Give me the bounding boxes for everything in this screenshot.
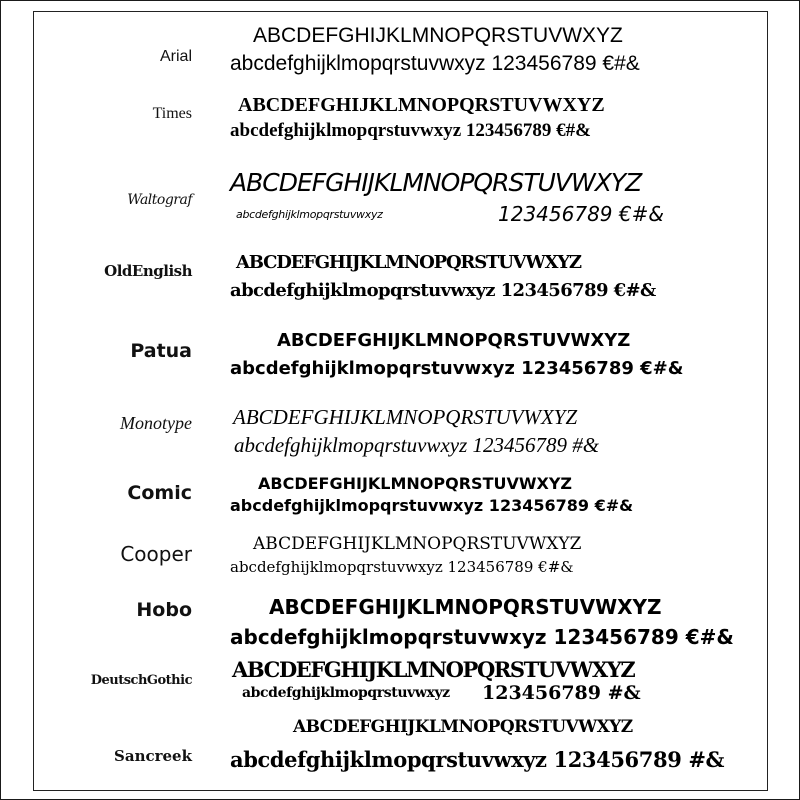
lowercase-sample: abcdefghijklmopqrstuvwxyz [242,685,450,701]
font-name-label: OldEnglish [104,262,192,280]
lowercase-sample: abcdefghijklmopqrstuvwxyz 123456789 €#& [230,625,734,649]
font-name-label: Monotype [120,413,192,433]
uppercase-sample: ABCDEFGHIJKLMNOPQRSTUVWXYZ [293,717,633,737]
font-name-label: Sancreek [114,747,192,765]
uppercase-sample: ABCDEFGHIJKLMNOPQRSTUVWXYZ [258,474,573,493]
uppercase-sample: ABCDEFGHIJKLMNOPQRSTUVWXYZ [277,330,631,351]
font-name-label: Hobo [136,599,192,621]
uppercase-sample: ABCDEFGHIJKLMNOPQRSTUVWXYZ [233,405,578,429]
font-name-label: Arial [159,48,192,65]
uppercase-sample: ABCDEFGHIJKLMNOPQRSTUVWXYZ [253,534,582,554]
font-name-label: DeutschGothic [90,673,192,688]
lowercase-sample: abcdefghijklmopqrstuvwxyz 123456789 €#& [230,52,640,75]
lowercase-sample: abcdefghijklmopqrstuvwxyz 123456789 #& [230,747,725,772]
numerals-symbols-sample: 123456789 #& [482,682,641,704]
lowercase-sample: abcdefghijklmopqrstuvwxyz 123456789 €#& [230,280,656,301]
uppercase-sample: ABCDEFGHIJKLMNOPQRSTUVWXYZ [253,24,623,47]
font-name-label: Cooper [120,542,192,566]
lowercase-sample: abcdefghijklmopqrstuvwxyz 123456789 €#& [230,358,684,379]
font-name-label: Comic [127,482,192,504]
font-name-label: Times [152,105,192,122]
uppercase-sample: ABCDEFGHIJKLMNOPQRSTUVWXYZ [238,94,605,116]
uppercase-sample: ABCDEFGHIJKLMNOPQRSTUVWXYZ [232,657,635,682]
font-name-label: Patua [130,340,192,362]
lowercase-sample: abcdefghijklmopqrstuvwxyz 123456789 €#& [230,558,574,576]
uppercase-sample: ABCDEFGHIJKLMNOPQRSTUVWXYZ [230,168,642,197]
font-sample-frame [33,11,768,791]
lowercase-sample: abcdefghijklmopqrstuvwxyz [236,208,383,221]
uppercase-sample: ABCDEFGHIJKLMNOPQRSTUVWXYZ [269,595,662,619]
font-name-label: Waltograf [127,192,192,208]
lowercase-sample: abcdefghijklmopqrstuvwxyz 123456789 €#& [230,496,634,515]
lowercase-sample: abcdefghijklmopqrstuvwxyz 123456789 #& [234,433,600,457]
uppercase-sample: ABCDEFGHIJKLMNOPQRSTUVWXYZ [236,252,581,273]
numerals-symbols-sample: 123456789 €#& [498,202,664,226]
lowercase-sample: abcdefghijklmopqrstuvwxyz 123456789 €#& [230,120,592,141]
